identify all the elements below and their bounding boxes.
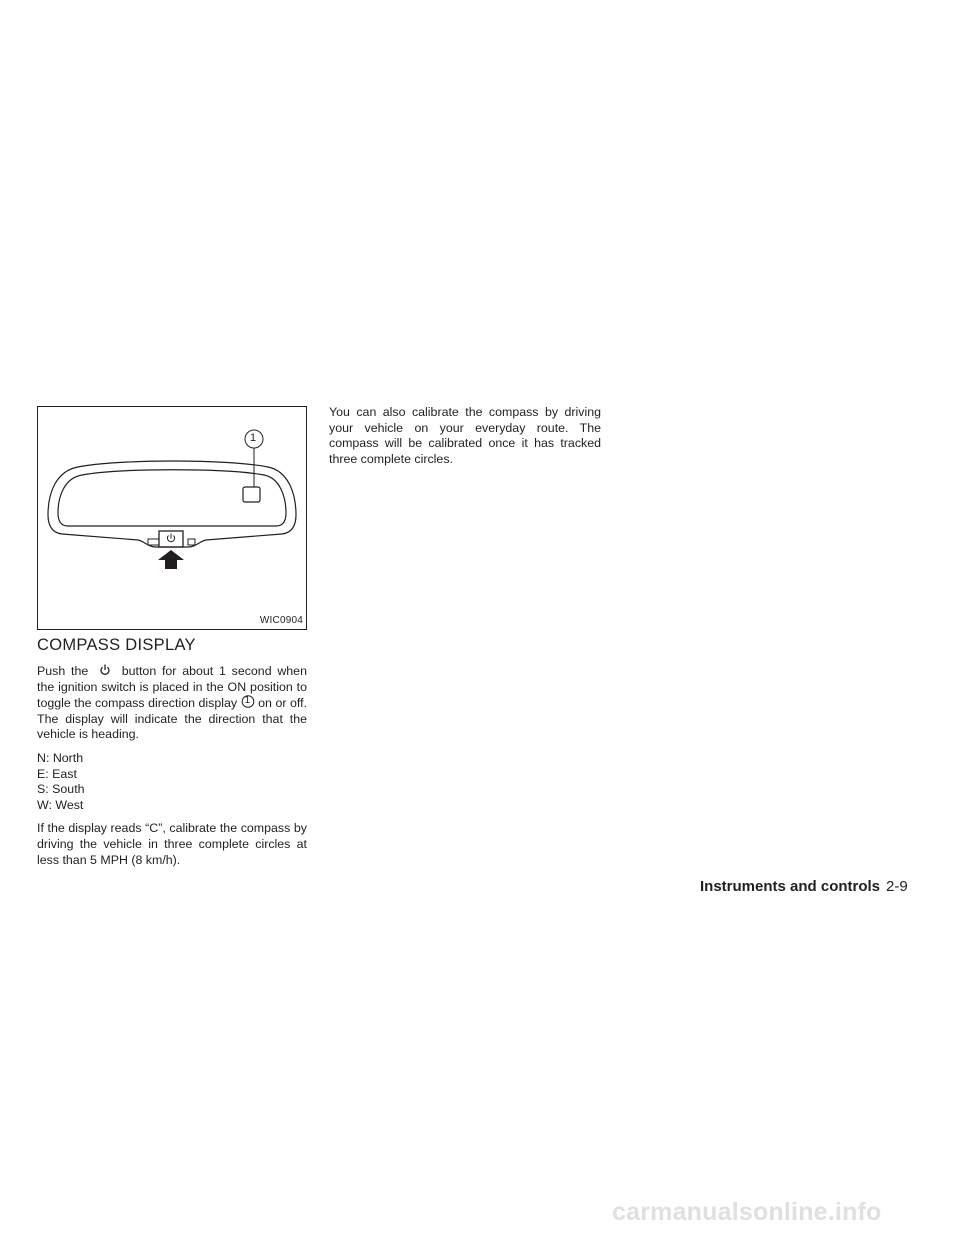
paragraph-text: on or off. The display will indicate the direction that the vehicle is heading. (37, 696, 307, 742)
direction-item: S: South (37, 782, 85, 797)
body-column-right (329, 405, 601, 475)
page-footer (700, 878, 908, 895)
mirror-illustration (37, 406, 307, 630)
callout-number: 1 (244, 695, 251, 707)
figure-callout-1: 1 (250, 432, 257, 444)
direction-list (37, 751, 307, 813)
watermark: carmanualsonline.info (612, 1198, 882, 1226)
paragraph-text: button for about 1 second when the ignition switch is placed in the ON position to toggle the compass direction display (37, 664, 307, 711)
direction-item: E: East (37, 766, 77, 781)
power-icon (94, 664, 116, 676)
paragraph-everyday-route: You can also calibrate the compass by driving your vehicle on your everyday route. The compass will be calibrated once it has tracked three complete circles. (329, 405, 601, 466)
direction-item: N: North (37, 750, 84, 765)
rearview-mirror-diagram (38, 407, 306, 629)
page-number: 2-9 (886, 878, 908, 895)
section-title: COMPASS DISPLAY (37, 636, 196, 654)
paragraph-text: Push the (37, 664, 89, 678)
paragraph-push-button (37, 664, 307, 743)
body-column-left (37, 664, 307, 876)
direction-item: W: West (37, 797, 84, 812)
callout-1-icon (241, 695, 255, 708)
footer-section-title: Instruments and controls (700, 878, 881, 895)
paragraph-calibrate: If the display reads “C”, calibrate the compass by driving the vehicle in three complete circles at less than 5 MPH (8 km/h). (37, 821, 307, 867)
figure-code: WIC0904 (259, 615, 303, 626)
